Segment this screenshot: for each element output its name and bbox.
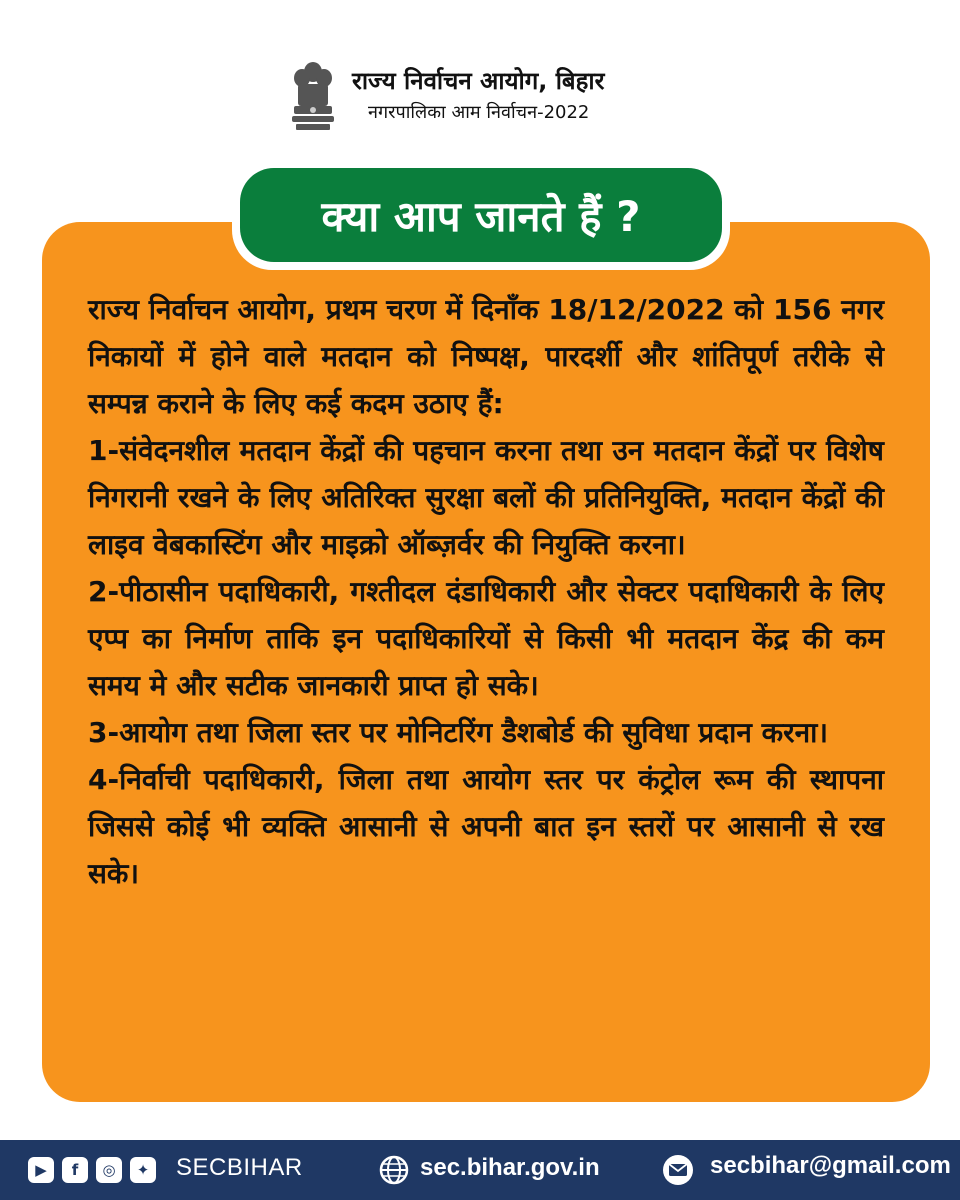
footer (0, 1140, 960, 1200)
intro-paragraph: राज्य निर्वाचन आयोग, प्रथम चरण में दिनाँक 18/12/2022 को 156 नगर निकायों में होने वाले मतदान को निष्पक्ष, पारदर्शी और शांतिपूर्ण तरीके से सम्पन्न कराने के लिए कई कदम उठाए हैं: (88, 293, 884, 420)
org-title: राज्य निर्वाचन आयोग, बिहार (352, 67, 605, 95)
heading-banner (232, 160, 730, 270)
facebook-icon[interactable]: f (62, 1157, 88, 1183)
email-link[interactable]: secbihar@gmail.com (710, 1152, 951, 1179)
point-3: 3-आयोग तथा जिला स्तर पर मोनिटरिंग डैशबोर्ड की सुविधा प्रदान करना। (88, 716, 829, 749)
website-link[interactable]: sec.bihar.gov.in (420, 1154, 600, 1181)
body-text (88, 286, 884, 897)
header (288, 58, 688, 138)
email-icon (662, 1154, 694, 1186)
point-2: 2-पीठासीन पदाधिकारी, गश्तीदल दंडाधिकारी और सेक्टर पदाधिकारी के लिए एप्प का निर्माण ताकि इन पदाधिकारियों से किसी भी मतदान केंद्र की कम समय मे और सटीक जानकारी प्राप्त हो सके। (88, 575, 884, 702)
heading-text: क्या आप जानते हैं ? (240, 168, 722, 262)
instagram-icon[interactable]: ◎ (96, 1157, 122, 1183)
state-emblem-icon (288, 58, 338, 134)
globe-icon (378, 1154, 410, 1186)
social-icons (28, 1156, 156, 1184)
youtube-icon[interactable]: ▶ (28, 1157, 54, 1183)
point-4: 4-निर्वाची पदाधिकारी, जिला तथा आयोग स्तर पर कंट्रोल रूम की स्थापना जिससे कोई भी व्यक्ति आसानी से अपनी बात इन स्तरों पर आसानी से रख सके। (88, 763, 884, 890)
point-1: 1-संवेदनशील मतदान केंद्रों की पहचान करना तथा उन मतदान केंद्रों पर विशेष निगरानी रखने के लिए अतिरिक्त सुरक्षा बलों की प्रतिनियुक्ति, मतदान केंद्रों की लाइव वेबकास्टिंग और माइक्रो ऑब्ज़र्वर की नियुक्ति करना। (88, 434, 884, 561)
social-handle[interactable]: SECBIHAR (176, 1154, 303, 1181)
election-subtitle: नगरपालिका आम निर्वाचन-2022 (368, 102, 590, 123)
twitter-icon[interactable]: ✦ (130, 1157, 156, 1183)
